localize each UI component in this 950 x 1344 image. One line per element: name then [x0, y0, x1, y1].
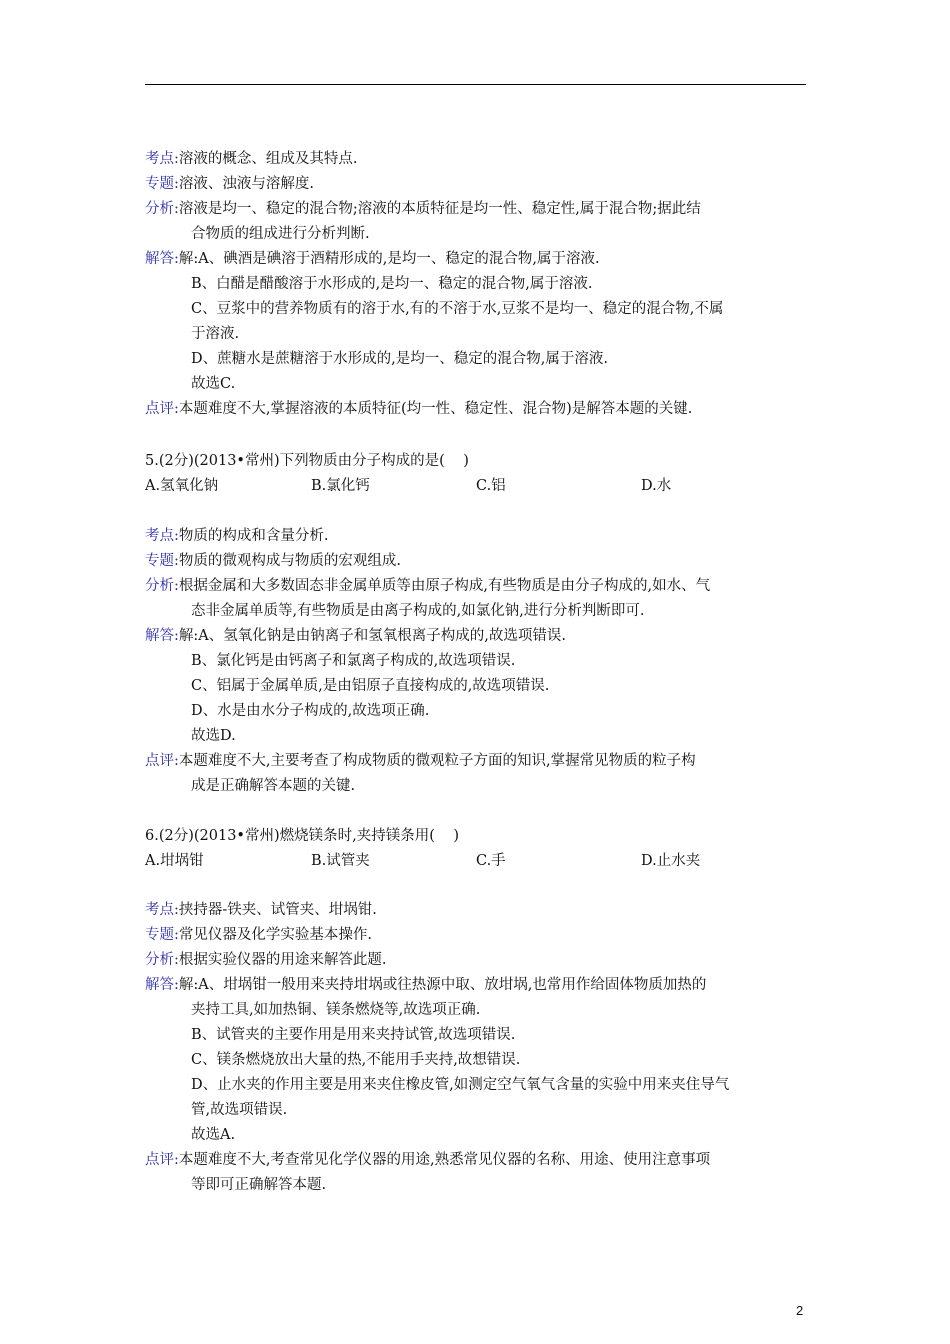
- zhuanti-text: 物质的微观构成与物质的宏观组成.: [178, 553, 401, 569]
- zhuanti-row: [145, 172, 810, 197]
- dianping-label: 点评:: [145, 753, 179, 769]
- jieda-line: C、镁条燃烧放出大量的热,不能用手夹持,故想错误.: [191, 1052, 521, 1068]
- zhuanti-label: 专题:: [145, 176, 179, 192]
- fenxi-row: [145, 574, 810, 599]
- dianping-label: 点评:: [145, 401, 179, 417]
- kaodian-text: 溶液的概念、组成及其特点.: [178, 151, 358, 167]
- zhuanti-label: 专题:: [145, 553, 179, 569]
- jieda-line: B、白醋是醋酸溶于水形成的,是均一、稳定的混合物,属于溶液.: [191, 276, 593, 292]
- kaodian-row: [145, 898, 810, 923]
- jieda-label: 解答:: [145, 977, 179, 993]
- fenxi-line: 合物质的组成进行分析判断.: [191, 226, 370, 242]
- question-5-stem: 5.(2分)(2013•常州)下列物质由分子构成的是( ): [145, 453, 469, 469]
- jieda-line: C、豆浆中的营养物质有的溶于水,有的不溶于水,豆浆不是均一、稳定的混合物,不属: [191, 301, 724, 317]
- kaodian-text: 挟持器-铁夹、试管夹、坩埚钳.: [178, 902, 377, 918]
- option-d: D.止水夹: [641, 853, 701, 869]
- analysis-block-q5: [145, 524, 810, 799]
- zhuanti-row: [145, 923, 810, 948]
- dianping-row: [145, 397, 810, 422]
- jieda-line: B、试管夹的主要作用是用来夹持试管,故选项错误.: [191, 1027, 516, 1043]
- question-6-options: [145, 849, 810, 874]
- option-d: D.水: [641, 478, 672, 494]
- fenxi-label: 分析:: [145, 201, 179, 217]
- jieda-line: 夹持工具,如加热铜、镁条燃烧等,故选项正确.: [191, 1002, 481, 1018]
- fenxi-row: [145, 948, 810, 973]
- jieda-line: C、铝属于金属单质,是由铝原子直接构成的,故选项错误.: [191, 678, 550, 694]
- jieda-line: B、氯化钙是由钙离子和氯离子构成的,故选项错误.: [191, 653, 516, 669]
- kaodian-label: 考点:: [145, 151, 179, 167]
- question-5-options: [145, 474, 810, 499]
- zhuanti-label: 专题:: [145, 927, 179, 943]
- dianping-line: 本题难度不大,掌握溶液的本质特征(均一性、稳定性、混合物)是解答本题的关键.: [178, 401, 693, 417]
- kaodian-row: [145, 147, 810, 172]
- jieda-line: 故选A.: [191, 1127, 236, 1143]
- dianping-label: 点评:: [145, 1152, 179, 1168]
- jieda-line: 管,故选项错误.: [191, 1102, 288, 1118]
- option-b: B.试管夹: [311, 853, 370, 869]
- jieda-line: D、水是由水分子构成的,故选项正确.: [191, 703, 430, 719]
- kaodian-label: 考点:: [145, 528, 179, 544]
- option-c: C.手: [476, 853, 506, 869]
- jieda-line: 解:A、坩埚钳一般用来夹持坩埚或往热源中取、放坩埚,也常用作给固体物质加热的: [178, 977, 707, 993]
- page-number: 2: [796, 1303, 804, 1318]
- option-c: C.铝: [476, 478, 506, 494]
- jieda-line: D、蔗糖水是蔗糖溶于水形成的,是均一、稳定的混合物,属于溶液.: [191, 351, 608, 367]
- jieda-row: [145, 624, 810, 649]
- fenxi-line: 根据金属和大多数固态非金属单质等由原子构成,有些物质是由分子构成的,如水、气: [178, 578, 711, 594]
- jieda-line: 解:A、氢氧化钠是由钠离子和氢氧根离子构成的,故选项错误.: [178, 628, 566, 644]
- dianping-line: 成是正确解答本题的关键.: [191, 778, 356, 794]
- jieda-label: 解答:: [145, 251, 179, 267]
- kaodian-label: 考点:: [145, 902, 179, 918]
- jieda-line: 解:A、碘酒是碘溶于酒精形成的,是均一、稳定的混合物,属于溶液.: [178, 251, 600, 267]
- dianping-line: 本题难度不大,考查常见化学仪器的用途,熟悉常见仪器的名称、用途、使用注意事项: [178, 1152, 711, 1168]
- dianping-line: 等即可正确解答本题.: [191, 1177, 327, 1193]
- fenxi-row: [145, 197, 810, 222]
- fenxi-label: 分析:: [145, 578, 179, 594]
- option-a: A.氢氧化钠: [145, 478, 219, 494]
- fenxi-line: 态非金属单质等,有些物质是由离子构成的,如氯化钠,进行分析判断即可.: [191, 603, 645, 619]
- dianping-row: [145, 749, 810, 774]
- fenxi-label: 分析:: [145, 952, 179, 968]
- dianping-line: 本题难度不大,主要考查了构成物质的微观粒子方面的知识,掌握常见物质的粒子构: [178, 753, 696, 769]
- jieda-line: 故选D.: [191, 728, 236, 744]
- jieda-line: D、止水夹的作用主要是用来夹住橡皮管,如测定空气氧气含量的实验中用来夹住导气: [191, 1077, 730, 1093]
- jieda-label: 解答:: [145, 628, 179, 644]
- option-a: A.坩埚钳: [145, 853, 204, 869]
- dianping-row: [145, 1148, 810, 1173]
- analysis-block-q4: [145, 147, 810, 422]
- kaodian-text: 物质的构成和含量分析.: [178, 528, 329, 544]
- jieda-row: [145, 247, 810, 272]
- fenxi-line: 根据实验仪器的用途来解答此题.: [178, 952, 387, 968]
- option-b: B.氯化钙: [311, 478, 370, 494]
- header-rule: [145, 84, 806, 85]
- jieda-line: 故选C.: [191, 376, 236, 392]
- question-6-stem: 6.(2分)(2013•常州)燃烧镁条时,夹持镁条用( ): [145, 828, 460, 844]
- jieda-line: 于溶液.: [191, 326, 240, 342]
- zhuanti-row: [145, 549, 810, 574]
- fenxi-line: 溶液是均一、稳定的混合物;溶液的本质特征是均一性、稳定性,属于混合物;据此结: [178, 201, 701, 217]
- zhuanti-text: 常见仪器及化学实验基本操作.: [178, 927, 372, 943]
- zhuanti-text: 溶液、浊液与溶解度.: [178, 176, 314, 192]
- kaodian-row: [145, 524, 810, 549]
- jieda-row: [145, 973, 810, 998]
- analysis-block-q6: [145, 898, 810, 1198]
